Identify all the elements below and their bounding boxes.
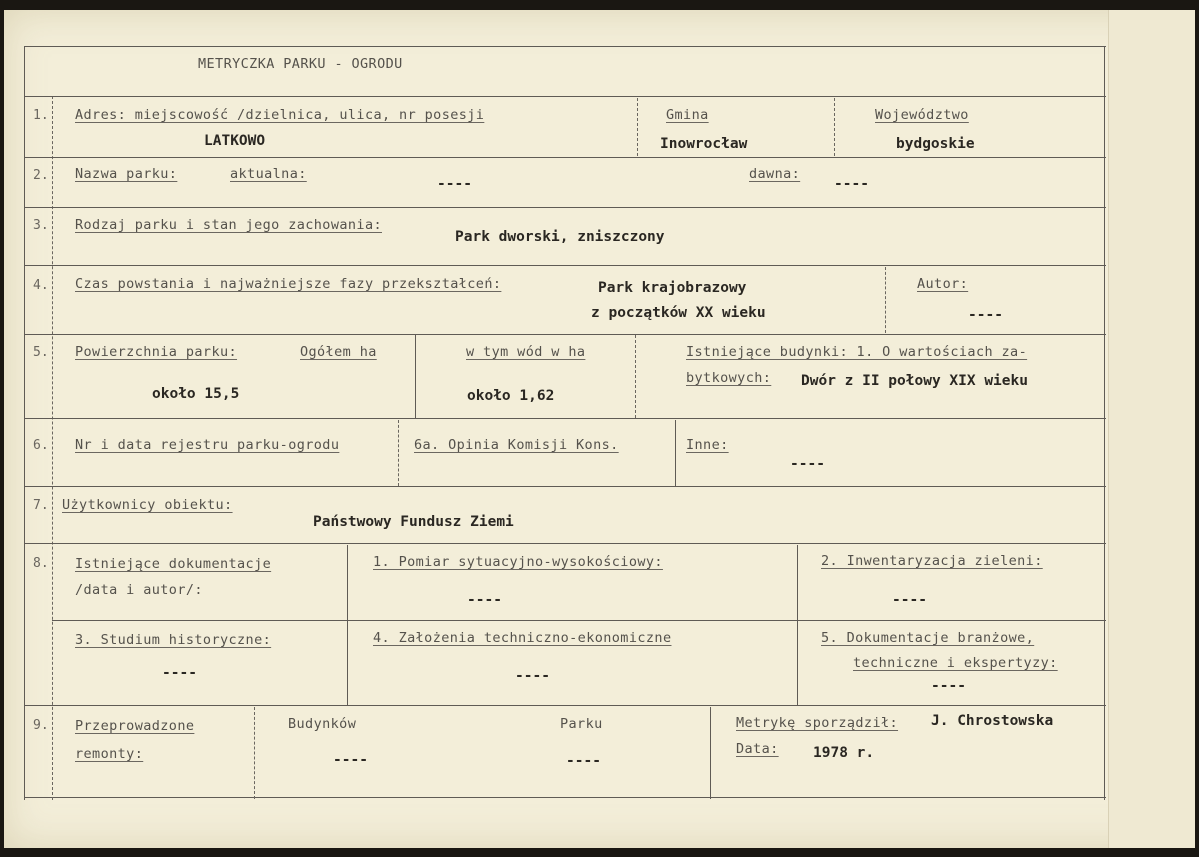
- rule-row5-top: [24, 334, 1106, 335]
- row-number-9: 9.: [33, 718, 49, 733]
- documentation-label-line2: /data i autor/:: [75, 582, 203, 598]
- buildings-value: Dwór z II połowy XIX wieku: [801, 373, 1028, 389]
- water-area-value: około 1,62: [467, 388, 555, 404]
- users-value: Państwowy Fundusz Ziemi: [313, 514, 514, 530]
- branch-docs-label-line1: 5. Dokumentacje branżowe,: [821, 630, 1035, 646]
- total-area-value: około 15,5: [152, 386, 240, 402]
- rule-r9-b: [710, 707, 711, 799]
- survey-value: ----: [467, 592, 502, 608]
- park-type-label: Rodzaj parku i stan jego zachowania:: [75, 217, 382, 233]
- greenery-label: 2. Inwentaryzacja zieleni:: [821, 553, 1043, 569]
- gmina-label: Gmina: [666, 107, 709, 123]
- repairs-park-label: Parku: [560, 716, 603, 732]
- row-number-6: 6.: [33, 438, 49, 453]
- origin-value-line2: z początków XX wieku: [591, 305, 766, 321]
- current-name-value: ----: [437, 176, 472, 192]
- origin-label: Czas powstania i najważniejsze fazy przekształceń:: [75, 276, 502, 292]
- rule-r4-author: [885, 267, 886, 333]
- water-area-label: w tym wód w ha: [466, 344, 586, 360]
- history-study-label: 3. Studium historyczne:: [75, 632, 272, 648]
- rule-row9-top: [24, 705, 1106, 706]
- rule-row1-top: [24, 96, 1106, 97]
- row-number-1: 1.: [33, 108, 49, 123]
- rule-row4-top: [24, 265, 1106, 266]
- repairs-park-value: ----: [566, 753, 601, 769]
- rule-row2-top: [24, 157, 1106, 158]
- date-label: Data:: [736, 741, 779, 757]
- rule-row8-top: [24, 543, 1106, 544]
- rule-r6-b: [675, 420, 676, 486]
- former-name-value: ----: [834, 176, 869, 192]
- address-label: Adres: miejscowość /dzielnica, ulica, nr posesji: [75, 107, 485, 123]
- rule-r5-b: [635, 335, 636, 418]
- area-label: Powierzchnia parku:: [75, 344, 238, 360]
- repairs-buildings-value: ----: [333, 752, 368, 768]
- tech-economic-label: 4. Założenia techniczno-ekonomiczne: [373, 630, 672, 646]
- survey-label: 1. Pomiar sytuacyjno-wysokościowy:: [373, 554, 663, 570]
- rule-r8-a: [347, 545, 348, 705]
- date-value: 1978 r.: [813, 745, 875, 761]
- rule-right: [1104, 46, 1105, 800]
- rule-row6-top: [24, 418, 1106, 419]
- author-label: Autor:: [917, 276, 969, 292]
- branch-docs-value: ----: [931, 678, 966, 694]
- former-name-label: dawna:: [749, 166, 801, 182]
- branch-docs-label-line2: techniczne i ekspertyzy:: [853, 655, 1058, 671]
- total-area-label: Ogółem ha: [300, 344, 377, 360]
- gmina-value: Inowrocław: [660, 136, 748, 152]
- other-value: ----: [790, 456, 825, 472]
- rule-row3-top: [24, 207, 1106, 208]
- repairs-buildings-label: Budynków: [288, 716, 357, 732]
- rule-r6-a: [398, 420, 399, 486]
- rule-r1-gmina: [637, 98, 638, 156]
- history-study-value: ----: [162, 665, 197, 681]
- row-number-3: 3.: [33, 218, 49, 233]
- rule-r9-a: [254, 707, 255, 799]
- paper-edge: [1108, 10, 1195, 848]
- rule-row7-top: [24, 486, 1106, 487]
- rule-r8-b: [797, 545, 798, 705]
- rule-r1-woj: [834, 98, 835, 156]
- wojewodztwo-value: bydgoskie: [896, 136, 975, 152]
- opinion-label: 6a. Opinia Komisji Kons.: [414, 437, 619, 453]
- other-label: Inne:: [686, 437, 729, 453]
- greenery-value: ----: [892, 592, 927, 608]
- address-value: LATKOWO: [204, 133, 266, 149]
- row-number-4: 4.: [33, 278, 49, 293]
- current-name-label: aktualna:: [230, 166, 307, 182]
- rule-left: [24, 46, 25, 800]
- park-name-label: Nazwa parku:: [75, 166, 178, 182]
- row-number-8: 8.: [33, 556, 49, 571]
- rule-r5-a: [415, 335, 416, 418]
- tech-economic-value: ----: [515, 668, 550, 684]
- prepared-by-value: J. Chrostowska: [931, 713, 1054, 729]
- buildings-label-line1: Istniejące budynki: 1. O wartościach za-: [686, 344, 1028, 360]
- rule-bottom: [24, 797, 1106, 798]
- wojewodztwo-label: Województwo: [875, 107, 969, 123]
- register-label: Nr i data rejestru parku-ogrodu: [75, 437, 340, 453]
- park-type-value: Park dworski, zniszczony: [455, 229, 665, 245]
- rule-top: [24, 46, 1106, 47]
- author-value: ----: [968, 307, 1003, 323]
- rule-row8-middle: [52, 620, 1106, 621]
- users-label: Użytkownicy obiektu:: [62, 497, 233, 513]
- rule-number-column: [52, 96, 53, 800]
- row-number-7: 7.: [33, 498, 49, 513]
- origin-value-line1: Park krajobrazowy: [598, 280, 747, 296]
- form-title: METRYCZKA PARKU - OGRODU: [198, 56, 403, 72]
- prepared-by-label: Metrykę sporządził:: [736, 715, 899, 731]
- repairs-label-line2: remonty:: [75, 746, 144, 762]
- documentation-label-line1: Istniejące dokumentacje: [75, 556, 272, 572]
- buildings-label-line2: bytkowych:: [686, 370, 772, 386]
- repairs-label-line1: Przeprowadzone: [75, 718, 195, 734]
- row-number-5: 5.: [33, 345, 49, 360]
- row-number-2: 2.: [33, 168, 49, 183]
